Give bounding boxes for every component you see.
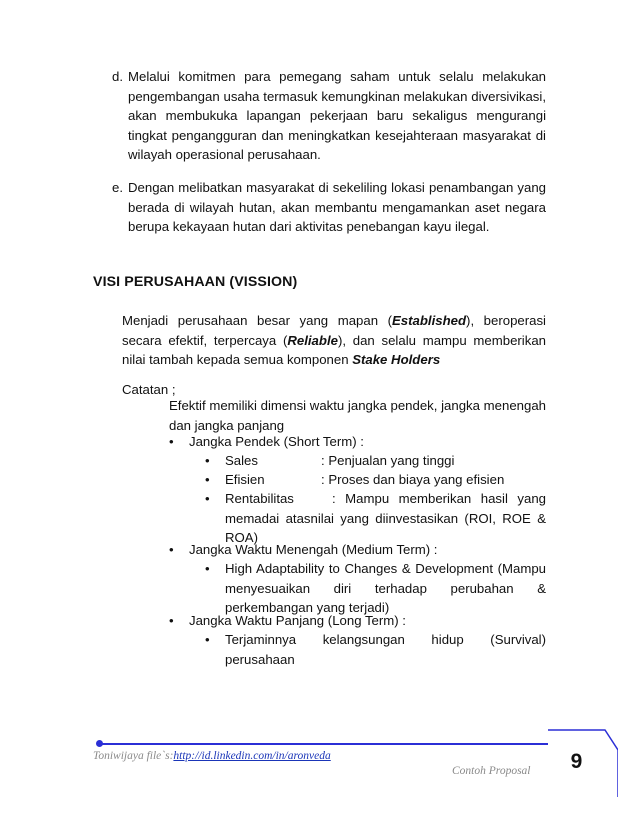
vision-text: ), beroperasi secara efektif, terpercaya (	[122, 313, 546, 348]
term-row-efisien	[205, 470, 546, 490]
term-key: Rentabilitas	[225, 491, 294, 506]
term-medium	[169, 540, 546, 560]
term-value: : Mampu memberikan hasil yang memadai atasnilai yang diinvestasikan (ROI, ROE & ROA)	[225, 491, 546, 545]
term-medium-item	[205, 559, 546, 618]
term-key: Sales	[225, 453, 258, 468]
footer-dot-icon	[96, 740, 103, 747]
footer-divider	[98, 743, 548, 745]
footer-title: Contoh Proposal	[452, 765, 531, 777]
page-number: 9	[570, 750, 583, 773]
term-long	[169, 611, 546, 631]
list-item-d	[112, 67, 546, 165]
term-title: Jangka Waktu Panjang (Long Term) :	[189, 613, 406, 628]
vision-paragraph	[122, 311, 546, 370]
vision-emphasis: Reliable	[287, 332, 338, 348]
term-value: : Proses dan biaya yang efisien	[321, 472, 505, 487]
list-item-e	[112, 178, 546, 237]
term-key: Efisien	[225, 472, 265, 487]
footer-author-prefix: Toniwijaya file`s:	[93, 750, 174, 762]
footer-link[interactable]: http://id.linkedin.com/in/aronveda	[173, 750, 331, 762]
term-text: Terjaminnya kelangsungan hidup (Survival) perusahaan	[225, 632, 546, 667]
term-short	[169, 432, 546, 452]
catatan-label: Catatan ;	[122, 382, 176, 397]
term-title: Jangka Waktu Menengah (Medium Term) :	[189, 542, 438, 557]
term-text: High Adaptability to Changes & Development (Mampu menyesuaikan diri terhadap perubahan & perkembangan yang terjadi)	[225, 561, 546, 615]
list-label: d.	[112, 69, 123, 84]
bullet-icon: •	[169, 613, 174, 628]
bullet-icon: •	[205, 561, 210, 576]
bullet-icon: •	[205, 472, 210, 487]
footer-author	[93, 750, 331, 762]
bullet-icon: •	[169, 542, 174, 557]
bullet-icon: •	[205, 632, 210, 647]
list-label: e.	[112, 180, 123, 195]
term-row-sales	[205, 451, 546, 471]
term-long-item	[205, 630, 546, 669]
note-paragraph: Efektif memiliki dimensi waktu jangka pendek, jangka menengah dan jangka panjang	[169, 398, 546, 433]
list-text: Dengan melibatkan masyarakat di sekeliling lokasi penambangan yang berada di wilayah hutan, akan membantu mengamankan aset negara berupa kekayaan hutan dari aktivitas penebangan kayu ilegal.	[128, 180, 546, 234]
vision-text: ), dan selalu mampu memberikan nilai tambah kepada semua komponen	[122, 332, 546, 367]
list-text: Melalui komitmen para pemegang saham untuk selalu melakukan pengembangan usaha termasuk kemungkinan melakukan diversivikasi, akan membukuka lapangan pekerjaan baru sekaligus mengurangi tingkat pengangguran dan meningkatkan kesejahteraan masyarakat di wilayah operasional perusahaan.	[128, 69, 546, 162]
vision-emphasis: Stake Holders	[352, 352, 441, 367]
vision-text: Menjadi perusahaan besar yang mapan (	[122, 313, 393, 328]
term-value: : Penjualan yang tinggi	[321, 453, 455, 468]
bullet-icon: •	[169, 434, 174, 449]
section-heading: VISI PERUSAHAAN (VISSION)	[93, 274, 298, 290]
bullet-icon: •	[205, 491, 210, 506]
term-row-rentabilitas	[205, 489, 546, 548]
bullet-icon: •	[205, 453, 210, 468]
term-title: Jangka Pendek (Short Term) :	[189, 434, 364, 449]
vision-emphasis: Established	[392, 313, 467, 328]
